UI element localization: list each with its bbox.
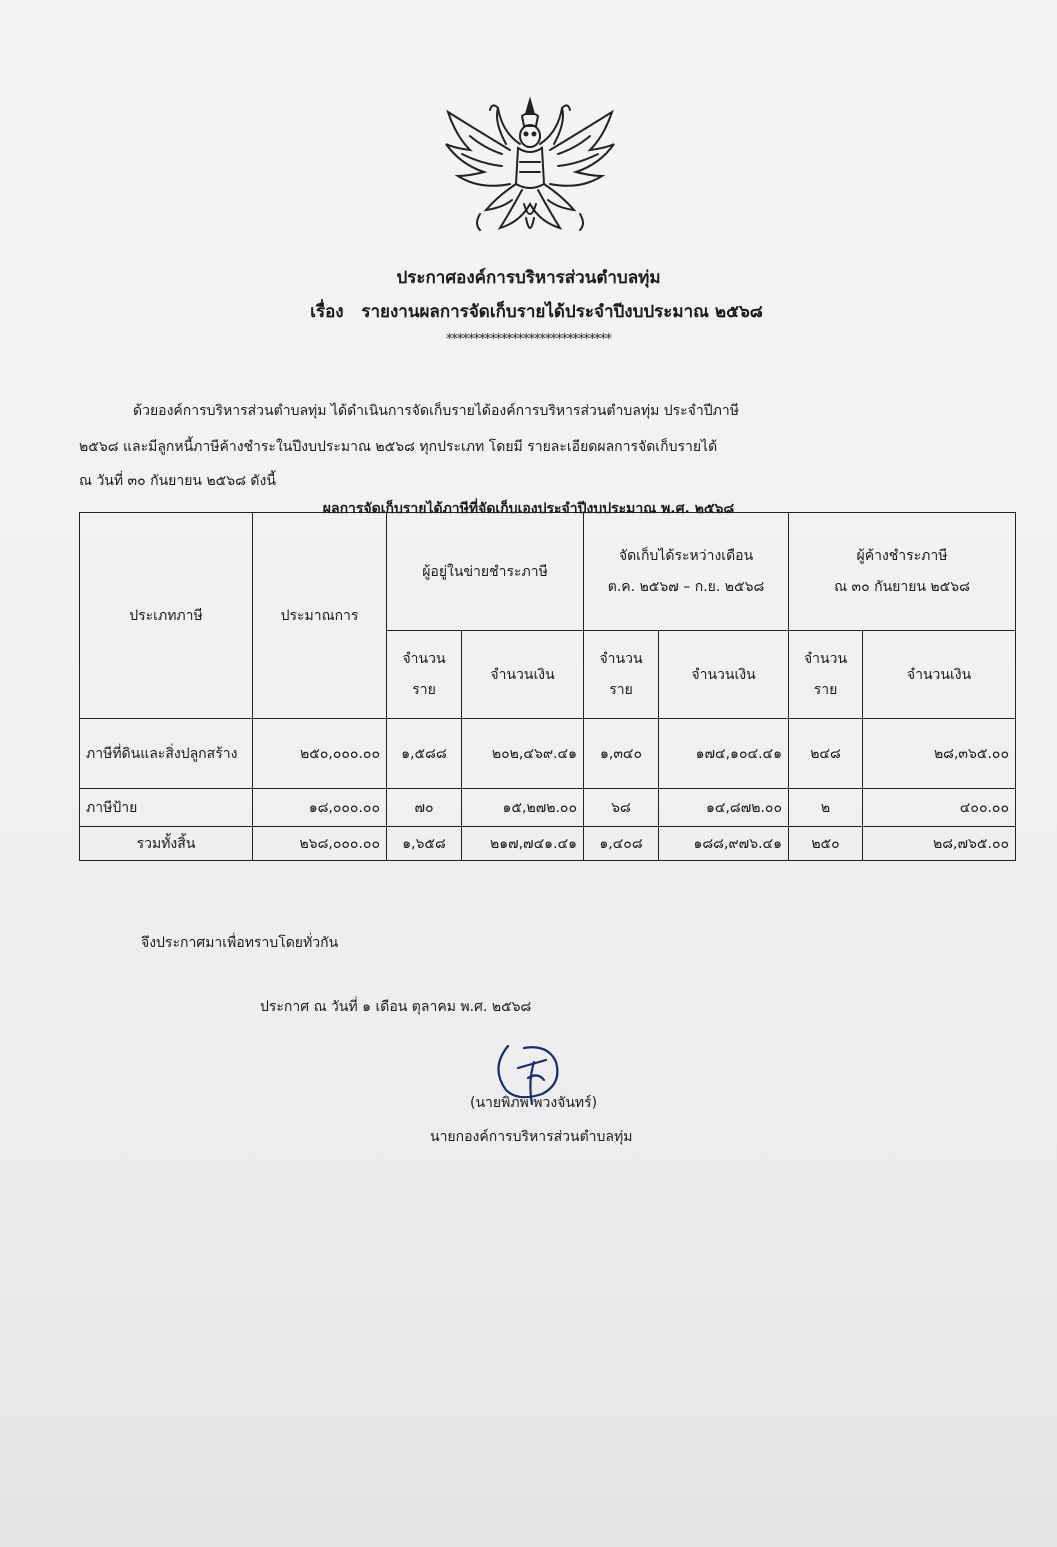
row-tax-type: ภาษีที่ดินและสิ่งปลูกสร้าง <box>80 719 253 789</box>
intro-line-2: ๒๕๖๘ และมีลูกหนี้ภาษีค้างชำระในปีงบประมาณ ๒๕๖๘ ทุกประเภท โดยมี รายละเอียดผลการจัดเก็บรายได้ <box>79 439 718 455</box>
row-ar-count: ๒ <box>789 789 863 827</box>
announcement-date: ประกาศ ณ วันที่ ๑ เดือน ตุลาคม พ.ศ. ๒๕๖๘ <box>260 999 532 1015</box>
subject-text: รายงานผลการจัดเก็บรายได้ประจำปีงบประมาณ ๒๕๖๘ <box>361 302 763 322</box>
header-tp-amount: จำนวนเงิน <box>462 631 584 719</box>
header-ar-amount: จำนวนเงิน <box>863 631 1016 719</box>
table-row <box>80 789 1016 827</box>
total-ar-amount: ๒๘,๗๖๕.๐๐ <box>863 827 1016 861</box>
row-tp-count: ๑,๕๘๘ <box>387 719 462 789</box>
signer-name: (นายพิภพ พวงจันทร์) <box>470 1095 598 1111</box>
row-tax-type: ภาษีป้าย <box>80 789 253 827</box>
table-row <box>80 719 1016 789</box>
row-ar-count: ๒๔๘ <box>789 719 863 789</box>
count-label: จำนวน <box>599 650 643 667</box>
row-estimate: ๑๘,๐๐๐.๐๐ <box>253 789 387 827</box>
total-row <box>80 827 1016 861</box>
row-tp-count: ๗๐ <box>387 789 462 827</box>
total-label: รวมทั้งสิ้น <box>80 827 253 861</box>
row-col-count: ๖๘ <box>584 789 659 827</box>
header-collected <box>584 513 789 631</box>
row-col-count: ๑,๓๔๐ <box>584 719 659 789</box>
count-unit: ราย <box>412 681 436 698</box>
header-estimate: ประมาณการ <box>253 513 387 719</box>
header-collected-period: ต.ค. ๒๕๖๗ – ก.ย. ๒๕๖๘ <box>607 578 765 595</box>
total-tp-count: ๑,๖๕๘ <box>387 827 462 861</box>
row-ar-amount: ๒๘,๓๖๕.๐๐ <box>863 719 1016 789</box>
header-tp-count <box>387 631 462 719</box>
garuda-emblem-icon <box>440 92 620 242</box>
row-tp-amount: ๑๕,๒๗๒.๐๐ <box>462 789 584 827</box>
total-col-count: ๑,๔๐๘ <box>584 827 659 861</box>
intro-line-3: ณ วันที่ ๓๐ กันยายน ๒๕๖๘ ดังนี้ <box>79 473 276 489</box>
header-row-1 <box>80 513 1016 631</box>
count-unit: ราย <box>813 681 838 698</box>
row-ar-amount: ๔๐๐.๐๐ <box>863 789 1016 827</box>
closing-statement: จึงประกาศมาเพื่อทราบโดยทั่วกัน <box>141 935 339 951</box>
total-ar-count: ๒๕๐ <box>789 827 863 861</box>
header-col-count <box>584 631 659 719</box>
separator-line: ****************************** <box>446 332 611 347</box>
row-tp-amount: ๒๐๒,๔๖๙.๔๑ <box>462 719 584 789</box>
header-collected-label: จัดเก็บได้ระหว่างเดือน <box>618 547 754 564</box>
total-estimate: ๒๖๘,๐๐๐.๐๐ <box>253 827 387 861</box>
total-col-amount: ๑๘๘,๙๗๖.๔๑ <box>659 827 789 861</box>
announcement-subject <box>8 298 1057 325</box>
header-tax-type: ประเภทภาษี <box>80 513 253 719</box>
table-caption: ผลการจัดเก็บรายได้ภาษีที่จัดเก็บเองประจำปีงบประมาณ พ.ศ. ๒๕๖๘ <box>322 501 735 517</box>
subject-label: เรื่อง <box>310 302 344 322</box>
row-col-amount: ๑๔,๘๗๒.๐๐ <box>659 789 789 827</box>
signer-title: นายกองค์การบริหารส่วนตำบลทุ่ม <box>430 1129 633 1145</box>
total-tp-amount: ๒๑๗,๗๔๑.๔๑ <box>462 827 584 861</box>
header-ar-count <box>789 631 863 719</box>
header-arrears-label: ผู้ค้างชำระภาษี <box>856 547 948 564</box>
row-estimate: ๒๕๐,๐๐๐.๐๐ <box>253 719 387 789</box>
header-arrears-date: ณ ๓๐ กันยายน ๒๕๖๘ <box>834 578 970 595</box>
header-arrears <box>789 513 1016 631</box>
announcement-title: ประกาศองค์การบริหารส่วนตำบลทุ่ม <box>396 268 661 288</box>
count-label: จำนวน <box>402 650 446 667</box>
header-taxpayers: ผู้อยู่ในข่ายชำระภาษี <box>387 513 584 631</box>
revenue-table <box>79 512 1016 861</box>
row-col-amount: ๑๗๔,๑๐๔.๔๑ <box>659 719 789 789</box>
count-label: จำนวน <box>803 650 848 667</box>
count-unit: ราย <box>609 681 633 698</box>
intro-line-1: ด้วยองค์การบริหารส่วนตำบลทุ่ม ได้ดำเนินการจัดเก็บรายได้องค์การบริหารส่วนตำบลทุ่ม ประจำปีภาษี <box>133 403 739 419</box>
header-col-amount: จำนวนเงิน <box>659 631 789 719</box>
